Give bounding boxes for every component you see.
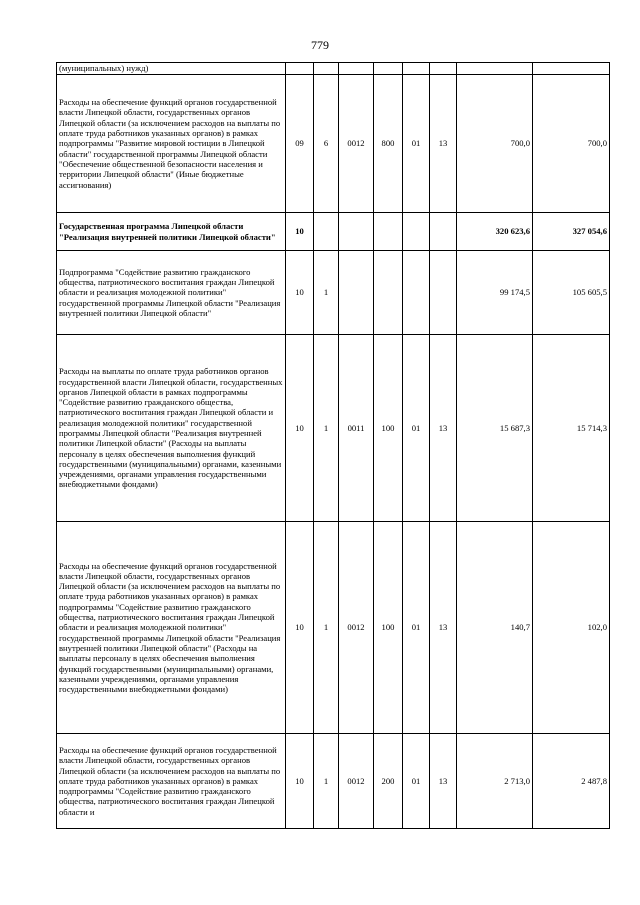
expense-code-cell: 0012 <box>339 522 374 734</box>
expense-code-cell <box>339 213 374 251</box>
description-cell: Расходы на обеспечение функций органов государственной власти Липецкой области, государственных органов Липецкой области (за исключением расходов на выплаты по оплате труда работников указанных органов) в рамках подпрограммы "Содействие развитию гражданского общества, патриотического воспитания граждан Липецкой области и <box>57 734 286 829</box>
subprogram-code-cell: 1 <box>314 251 339 335</box>
program-code-cell: 10 <box>286 335 314 522</box>
amount-year2-cell: 15 714,3 <box>533 335 610 522</box>
amount-year2-cell: 105 605,5 <box>533 251 610 335</box>
expense-type-cell: 200 <box>374 734 403 829</box>
expense-type-cell <box>374 63 403 75</box>
section-cell: 01 <box>403 75 430 213</box>
expense-type-cell <box>374 213 403 251</box>
expense-code-cell <box>339 251 374 335</box>
subprogram-code-cell: 6 <box>314 75 339 213</box>
subsection-cell: 13 <box>430 75 457 213</box>
section-cell: 01 <box>403 734 430 829</box>
subsection-cell <box>430 251 457 335</box>
subsection-cell <box>430 63 457 75</box>
section-cell: 01 <box>403 335 430 522</box>
amount-year1-cell <box>457 63 533 75</box>
expense-type-cell <box>374 251 403 335</box>
subsection-cell: 13 <box>430 522 457 734</box>
description-cell: Расходы на выплаты по оплате труда работников органов государственной власти Липецкой области, государственных органов Липецкой области в рамках подпрограммы "Содействие развитию гражданского общества, патриотического воспитания граждан Липецкой области и реализация молодежной политики" государственной программы Липецкой области "Реализация внутренней политики Липецкой области" (Расходы на выплаты персоналу в целях обеспечения выполнения функций государственными (муниципальными) органами, казенными учреждениями, органами управления государственными внебюджетными фондами) <box>57 335 286 522</box>
amount-year1-cell: 99 174,5 <box>457 251 533 335</box>
program-code-cell: 10 <box>286 251 314 335</box>
expense-type-cell: 100 <box>374 335 403 522</box>
table-row <box>57 63 610 75</box>
description-cell: Подпрограмма "Содействие развитию гражданского общества, патриотического воспитания граждан Липецкой области и реализация молодежной политики" государственной программы Липецкой области "Реализация внутренней политики Липецкой области" <box>57 251 286 335</box>
amount-year1-cell: 700,0 <box>457 75 533 213</box>
program-code-cell: 10 <box>286 522 314 734</box>
amount-year2-cell: 700,0 <box>533 75 610 213</box>
section-cell <box>403 251 430 335</box>
section-cell <box>403 213 430 251</box>
table-row <box>57 251 610 335</box>
amount-year1-cell: 320 623,6 <box>457 213 533 251</box>
table-row <box>57 335 610 522</box>
expense-code-cell: 0011 <box>339 335 374 522</box>
description-cell: Государственная программа Липецкой области "Реализация внутренней политики Липецкой области" <box>57 213 286 251</box>
expense-code-cell: 0012 <box>339 75 374 213</box>
subprogram-code-cell: 1 <box>314 335 339 522</box>
table-row <box>57 75 610 213</box>
section-cell: 01 <box>403 522 430 734</box>
program-code-cell: 10 <box>286 213 314 251</box>
subsection-cell <box>430 213 457 251</box>
description-cell: Расходы на обеспечение функций органов государственной власти Липецкой области, государственных органов Липецкой области (за исключением расходов на выплаты по оплате труда работников указанных органов) в рамках подпрограммы "Развитие мировой юстиции в Липецкой области" государственной программы Липецкой области "Обеспечение общественной безопасности населения и территории Липецкой области" (Иные бюджетные ассигнования) <box>57 75 286 213</box>
table-row <box>57 734 610 829</box>
table-row <box>57 522 610 734</box>
expense-type-cell: 800 <box>374 75 403 213</box>
budget-table <box>56 62 610 829</box>
amount-year2-cell: 327 054,6 <box>533 213 610 251</box>
program-code-cell: 10 <box>286 734 314 829</box>
program-code-cell: 09 <box>286 75 314 213</box>
expense-type-cell: 100 <box>374 522 403 734</box>
subprogram-code-cell: 1 <box>314 734 339 829</box>
description-cell: Расходы на обеспечение функций органов государственной власти Липецкой области, государственных органов Липецкой области (за исключением расходов на выплаты по оплате труда работников указанных органов) в рамках подпрограммы "Содействие развитию гражданского общества, патриотического воспитания граждан Липецкой области и реализация молодежной политики" государственной программы Липецкой области "Реализация внутренней политики Липецкой области" (Расходы на выплаты персоналу в целях обеспечения выполнения функций государственными (муниципальными) органами, казенными учреждениями, органами управления государственными внебюджетными фондами) <box>57 522 286 734</box>
page-number: 779 <box>311 38 329 52</box>
program-code-cell <box>286 63 314 75</box>
table-row <box>57 213 610 251</box>
subprogram-code-cell: 1 <box>314 522 339 734</box>
subprogram-code-cell <box>314 63 339 75</box>
amount-year2-cell: 2 487,8 <box>533 734 610 829</box>
section-cell <box>403 63 430 75</box>
amount-year1-cell: 15 687,3 <box>457 335 533 522</box>
amount-year1-cell: 140,7 <box>457 522 533 734</box>
expense-code-cell: 0012 <box>339 734 374 829</box>
description-cell: (муниципальных) нужд) <box>57 63 286 75</box>
table-body <box>57 63 610 829</box>
amount-year2-cell <box>533 63 610 75</box>
amount-year2-cell: 102,0 <box>533 522 610 734</box>
subsection-cell: 13 <box>430 734 457 829</box>
amount-year1-cell: 2 713,0 <box>457 734 533 829</box>
subsection-cell: 13 <box>430 335 457 522</box>
subprogram-code-cell <box>314 213 339 251</box>
expense-code-cell <box>339 63 374 75</box>
